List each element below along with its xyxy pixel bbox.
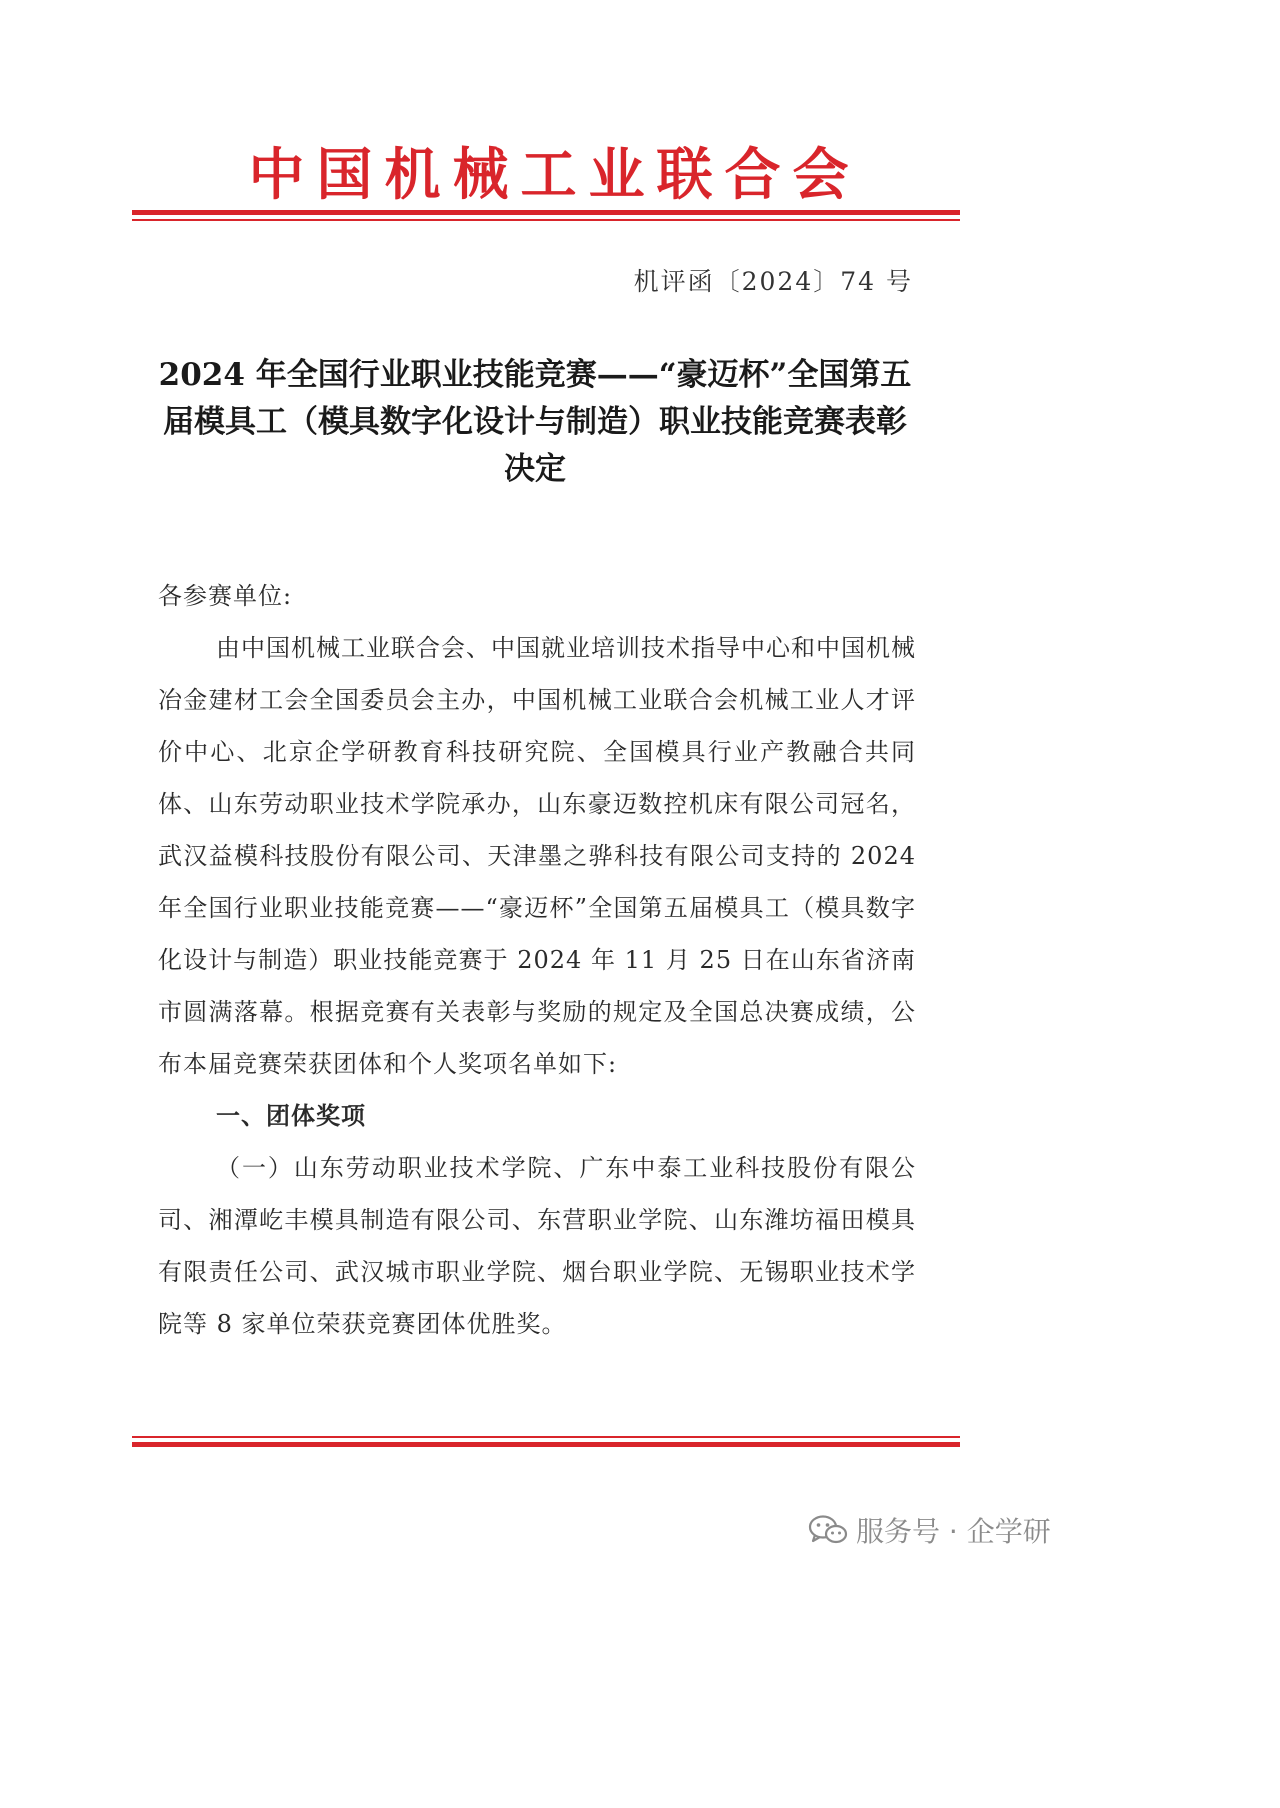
account-watermark	[808, 1510, 1051, 1550]
salutation: 各参赛单位:	[158, 582, 293, 610]
header-red-line-thin	[132, 219, 960, 221]
footer-red-line-thin	[132, 1436, 960, 1438]
document-title: 2024 年全国行业职业技能竞赛——“豪迈杯”全国第五届模具工（模具数字化设计与制造）职业技能竞赛表彰决定	[158, 357, 912, 487]
organization-name: 中国机械工业联合会	[248, 143, 861, 208]
document-number: 机评函〔2024〕74 号	[633, 267, 913, 296]
watermark-text: 服务号 · 企学研	[856, 1515, 1051, 1548]
footer-red-line-thick	[132, 1442, 960, 1447]
team-award-item-1: （一）山东劳动职业技术学院、广东中泰工业科技股份有限公司、湘潭屹丰模具制造有限公司、东营职业学院、山东潍坊福田模具有限责任公司、武汉城市职业学院、烟台职业学院、无锡职业技术学院等 8 家单位荣获竞赛团体优胜奖。	[158, 1154, 916, 1338]
intro-paragraph: 由中国机械工业联合会、中国就业培训技术指导中心和中国机械冶金建材工会全国委员会主办，中国机械工业联合会机械工业人才评价中心、北京企学研教育科技研究院、全国模具行业产教融合共同体、山东劳动职业技术学院承办，山东豪迈数控机床有限公司冠名，武汉益模科技股份有限公司、天津墨之骅科技有限公司支持的 2024 年全国行业职业技能竞赛——“豪迈杯”全国第五届模具工（模具数字化设计与制造）职业技能竞赛于 2024 年 11 月 25 日在山东省济南市圆满落幕。根据竞赛有关表彰与奖励的规定及全国总决赛成绩，公布本届竞赛荣获团体和个人奖项名单如下:	[158, 634, 916, 1078]
wechat-icon	[808, 1514, 848, 1546]
header-red-line-thick	[132, 210, 960, 215]
section-heading-team-awards: 一、团体奖项	[216, 1102, 366, 1130]
document-body	[158, 570, 916, 1350]
